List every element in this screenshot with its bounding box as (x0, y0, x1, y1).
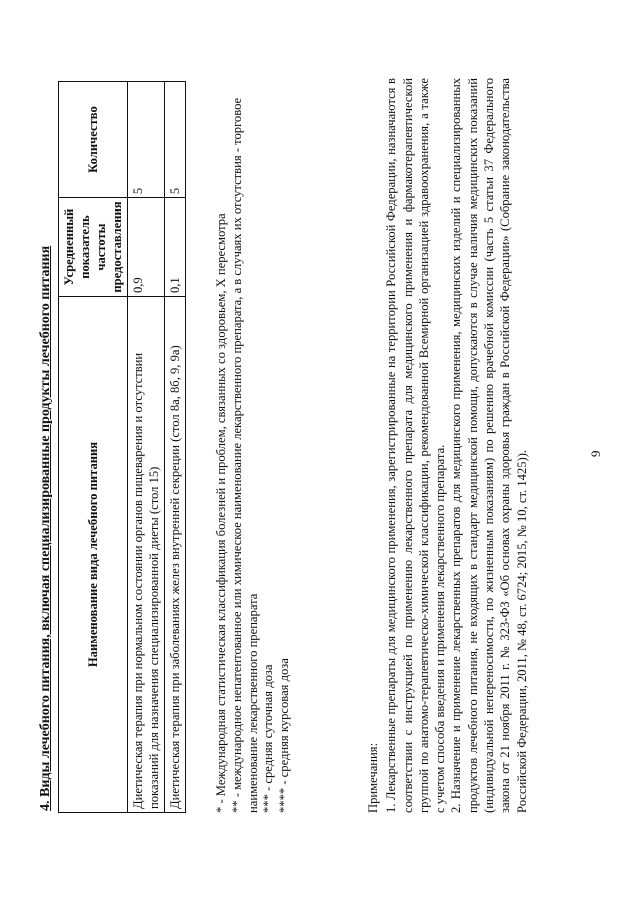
row-name: Диетическая терапия при заболеваниях желез внутренней секреции (стол 8а, 8б, 9, 9а) (165, 297, 186, 813)
page-number: 9 (588, 450, 603, 457)
footnote: **** - средняя курсовая доза (277, 658, 292, 813)
header-frequency: Усредненный показатель частоты предоставления (59, 198, 128, 297)
header-name: Наименование вида лечебного питания (59, 297, 128, 813)
section-heading: 4. Виды лечебного питания, включая специализированные продукты лечебного питания (38, 245, 53, 811)
remark-item: 2. Назначение и применение лекарственных препаратов для медицинского применения, медицинских изделий и специализированных продуктов лечебного питания, не входящих в стандарт медицинской помощи, допускаются в случае наличия медицинских показаний (индивидуальной непереносимости, по жизненным показаниям) по решению врачебной комиссии (часть 5 статьи 37 Федерального закона от 21 ноября 2011 г. № 323-ФЗ «Об основах охраны здоровья граждан в Российской Федерации» (Собрание законодательства Российской Федерации, 2011, № 48, ст. 6724; 2015, № 10, ст. 1425)). (449, 78, 529, 813)
table-header-row (59, 82, 128, 813)
remarks-section (365, 78, 530, 813)
table-row (165, 82, 186, 813)
footnotes (214, 93, 293, 813)
row-quantity: 5 (128, 82, 165, 198)
remark-item: 1. Лекарственные препараты для медицинского применения, зарегистрированные на территории Российской Федерации, назначаются в соответствии с инструкцией по применению лекарственного препарата для медицинского применения и фармакотерапевтической группой по анатомо-терапевтическо-химической классификации, рекомендованной Всемирной организацией здравоохранения, а также с учетом способа введения и применения лекарственного препарата. (384, 78, 448, 813)
footnote: *** - средняя суточная доза (261, 664, 276, 813)
row-name: Диетическая терапия при нормальном состоянии органов пищеварения и отсутствии показаний для назначения специализированной диеты (стол 15) (128, 297, 165, 813)
header-quantity: Количество (59, 82, 128, 198)
nutrition-table (58, 81, 186, 813)
row-frequency: 0,9 (128, 198, 165, 297)
footnote: * - Международная статистическая классификация болезней и проблем, связанных со здоровьем, X пересмотра (214, 213, 228, 813)
footnote: ** - международное непатентованное или химическое наименование лекарственного препарата, а в случаях их отсутствия - торговое наименование лекарственного препарата (229, 97, 260, 813)
row-quantity: 5 (165, 82, 186, 198)
remarks-title: Примечания: (366, 742, 380, 813)
table-row (128, 82, 165, 813)
row-frequency: 0,1 (165, 198, 186, 297)
